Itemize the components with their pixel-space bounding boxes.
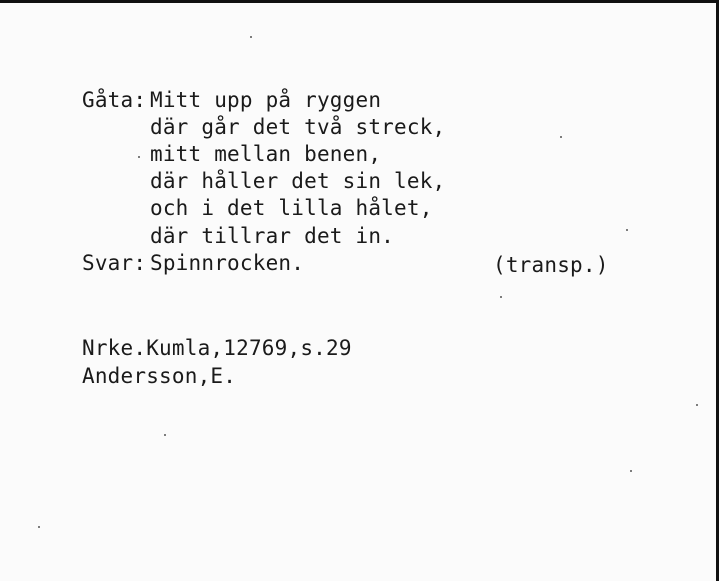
source-location: Nrke.Kumla,12769,s.29 <box>82 336 352 360</box>
scan-speck <box>560 136 562 138</box>
scan-speck <box>500 296 502 298</box>
riddle-line-6: där tillrar det in. <box>150 224 395 248</box>
scan-speck <box>696 404 698 406</box>
transcription-note: (transp.) <box>493 253 609 277</box>
scan-speck <box>626 229 628 231</box>
collector-name: Andersson,E. <box>82 364 237 388</box>
riddle-line-3: mitt mellan benen, <box>150 142 382 166</box>
scan-speck <box>250 36 252 38</box>
riddle-line-1: Mitt upp på ryggen <box>150 88 382 112</box>
riddle-line-2: där går det två streck, <box>150 115 446 139</box>
riddle-line-4: där håller det sin lek, <box>150 169 446 193</box>
card-edge-top <box>0 0 719 3</box>
answer-label: Svar: <box>82 251 147 275</box>
scan-speck <box>38 526 40 528</box>
scan-speck <box>138 156 140 158</box>
riddle-label: Gåta: <box>82 88 147 112</box>
scan-speck <box>164 434 166 436</box>
scan-speck <box>630 470 632 472</box>
riddle-line-5: och i det lilla hålet, <box>150 196 433 220</box>
answer-text: Spinnrocken. <box>150 251 305 275</box>
